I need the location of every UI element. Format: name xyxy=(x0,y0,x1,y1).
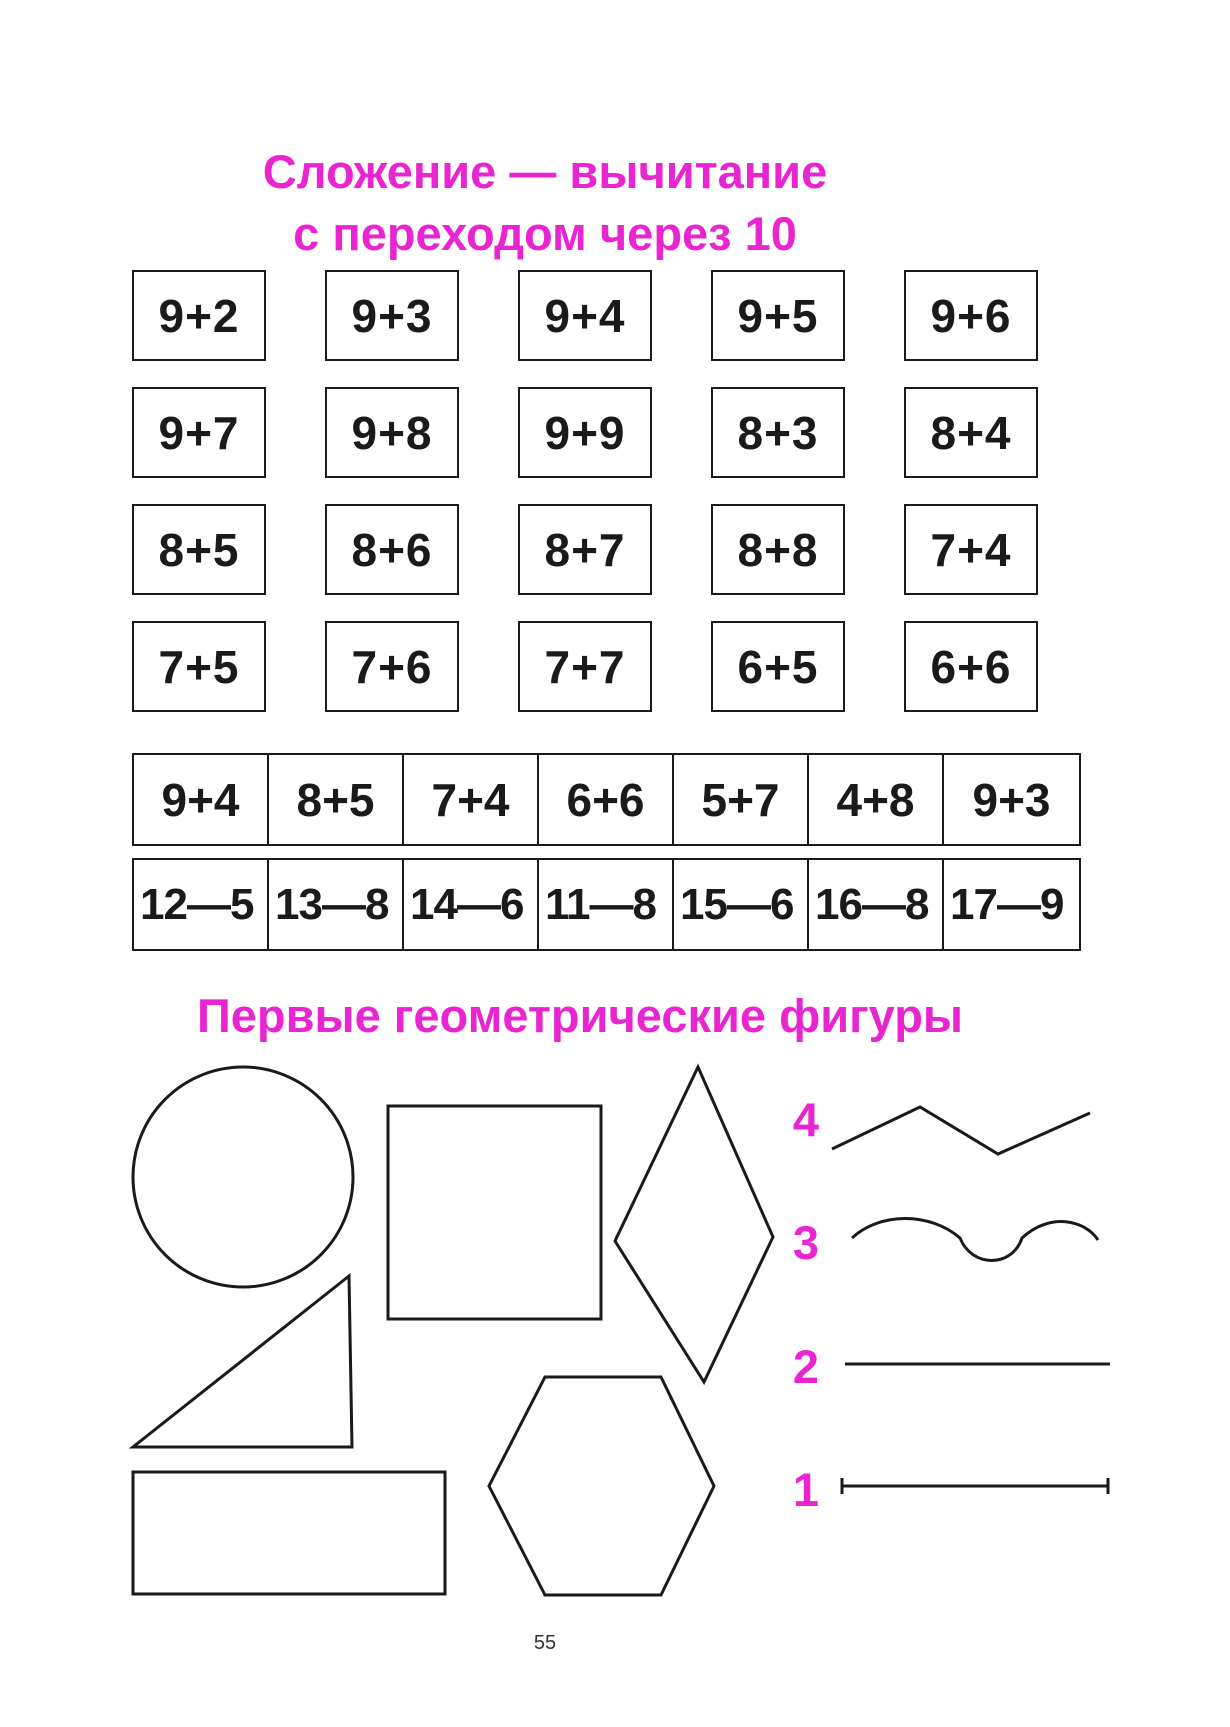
card: 8+4 xyxy=(904,387,1038,478)
line-number-1: 1 xyxy=(792,1463,820,1516)
circle-shape xyxy=(133,1067,353,1287)
card: 9+5 xyxy=(711,270,845,361)
card: 7+7 xyxy=(518,621,652,712)
card: 7+5 xyxy=(132,621,266,712)
card: 9+6 xyxy=(904,270,1038,361)
card: 8+7 xyxy=(518,504,652,595)
page-number: 55 xyxy=(533,1632,557,1654)
title-line-1: Сложение — вычитание xyxy=(262,145,828,198)
hexagon-shape xyxy=(489,1377,714,1595)
strip-cell: 6+6 xyxy=(539,755,674,844)
strip-cell: 13—8 xyxy=(269,860,404,949)
card: 9+2 xyxy=(132,270,266,361)
line-number-2: 2 xyxy=(792,1340,820,1393)
broken-line xyxy=(832,1107,1090,1154)
strip-cell: 7+4 xyxy=(404,755,539,844)
rectangle-shape xyxy=(133,1472,445,1594)
card: 7+6 xyxy=(325,621,459,712)
curved-line xyxy=(852,1219,1098,1261)
line-number-3: 3 xyxy=(792,1216,820,1269)
card: 9+9 xyxy=(518,387,652,478)
strip-cell: 5+7 xyxy=(674,755,809,844)
card: 9+4 xyxy=(518,270,652,361)
card: 6+6 xyxy=(904,621,1038,712)
strip-cell: 9+3 xyxy=(972,773,1051,826)
card: 8+8 xyxy=(711,504,845,595)
card: 9+8 xyxy=(325,387,459,478)
card: 9+7 xyxy=(132,387,266,478)
strip-cell: 11—8 xyxy=(539,860,674,949)
card: 6+5 xyxy=(711,621,845,712)
strip-cell: 9+4 xyxy=(134,755,269,844)
square-shape xyxy=(388,1106,601,1319)
strip-cell: 16—8 xyxy=(809,860,944,949)
strip-cell: 8+5 xyxy=(269,755,404,844)
card: 8+5 xyxy=(132,504,266,595)
strip-cell: 14—6 xyxy=(404,860,539,949)
card: 9+3 xyxy=(325,270,459,361)
line-number-4: 4 xyxy=(792,1093,820,1146)
rhombus-shape xyxy=(615,1067,773,1382)
geometry-title: Первые геометрические фигуры xyxy=(196,989,964,1042)
strip-cell: 12—5 xyxy=(134,860,269,949)
card: 8+6 xyxy=(325,504,459,595)
strip-cell: 15—6 xyxy=(674,860,809,949)
right-triangle-shape xyxy=(133,1276,352,1447)
strip-cell: 4+8 xyxy=(809,755,944,844)
card: 8+3 xyxy=(711,387,845,478)
title-line-2: с переходом через 10 xyxy=(293,207,797,260)
card: 7+4 xyxy=(904,504,1038,595)
strip-cell: 17—9 xyxy=(950,879,1064,929)
